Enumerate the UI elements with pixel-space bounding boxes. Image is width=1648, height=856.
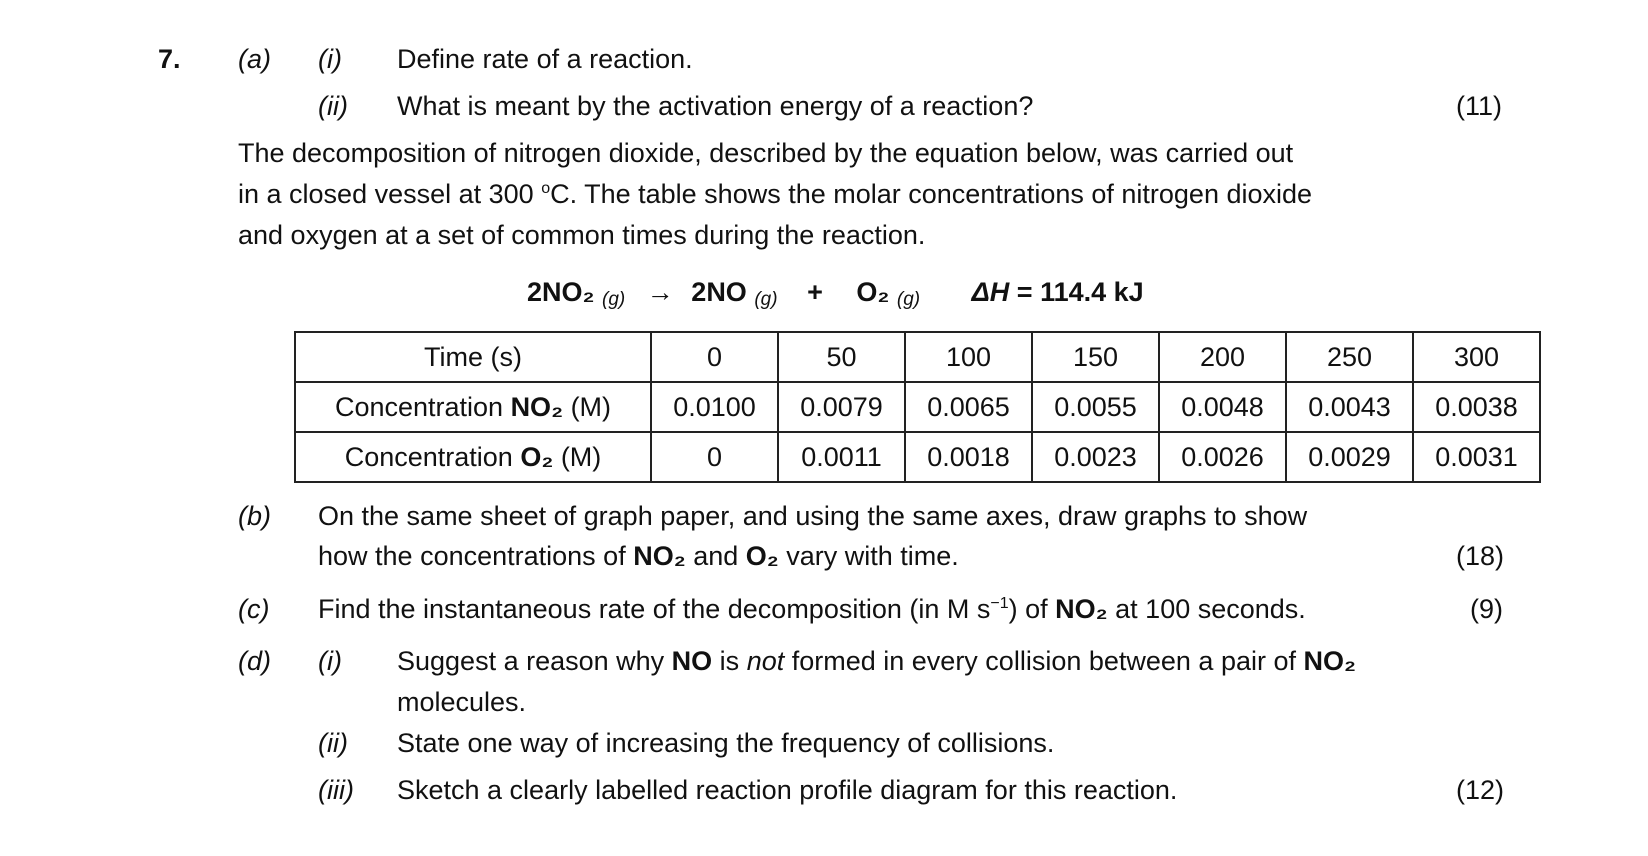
- table-row-no2: [295, 382, 1540, 432]
- intro-line-3: and oxygen at a set of common times during the reaction.: [238, 220, 926, 250]
- part-d-marks: (12): [1456, 775, 1505, 805]
- time-cell: 300: [1413, 332, 1540, 382]
- part-d-iii-text: Sketch a clearly labelled reaction profile diagram for this reaction.: [397, 775, 1178, 805]
- time-cell: 50: [778, 332, 905, 382]
- concentration-table: [294, 331, 1541, 483]
- equation: [527, 277, 1144, 310]
- equation-product-2: O₂: [856, 277, 890, 307]
- table-row-time: [295, 332, 1540, 382]
- part-c-label: (c): [238, 594, 270, 624]
- part-a-i-text: Define rate of a reaction.: [397, 44, 693, 74]
- time-cell: 250: [1286, 332, 1413, 382]
- part-d-ii-text: State one way of increasing the frequency of collisions.: [397, 728, 1055, 758]
- part-a-ii-text: What is meant by the activation energy of a reaction?: [397, 91, 1034, 121]
- intro-line-2: in a closed vessel at 300 $^o$C. The table shows the molar concentrations of nitrogen dioxide: [238, 179, 1313, 209]
- equation-product-1: 2NO: [691, 277, 747, 307]
- time-cell: 150: [1032, 332, 1159, 382]
- part-a-i-label: (i): [318, 44, 342, 74]
- part-d-label: (d): [238, 646, 271, 676]
- no2-cell: 0.0065: [905, 382, 1032, 432]
- part-d-iii-label: (iii): [318, 775, 354, 805]
- o2-cell: 0.0018: [905, 432, 1032, 482]
- part-b-marks: (18): [1456, 541, 1505, 571]
- part-c-text: Find the instantaneous rate of the decomposition (in M $s^{-1}$) of NO₂ at 100 seconds.: [318, 594, 1306, 624]
- table-row-o2: [295, 432, 1540, 482]
- part-a-label: (a): [238, 44, 271, 74]
- no2-cell: 0.0100: [651, 382, 778, 432]
- no2-cell: 0.0038: [1413, 382, 1540, 432]
- part-b-line-1: On the same sheet of graph paper, and using the same axes, draw graphs to show: [318, 501, 1308, 531]
- equation-reactant: 2NO₂: [527, 277, 595, 307]
- part-d-i-line-2: molecules.: [397, 687, 527, 717]
- time-cell: 100: [905, 332, 1032, 382]
- part-a-ii-label: (ii): [318, 91, 348, 121]
- part-d-i-label: (i): [318, 646, 342, 676]
- o2-cell: 0.0029: [1286, 432, 1413, 482]
- intro-line-1: The decomposition of nitrogen dioxide, described by the equation below, was carried out: [238, 138, 1294, 168]
- question-number: 7.: [158, 44, 181, 74]
- equation-arrow: →: [646, 277, 674, 307]
- degree-sign: o: [541, 180, 551, 197]
- o2-cell: 0.0011: [778, 432, 905, 482]
- o2-cell: 0: [651, 432, 778, 482]
- equation-plus: +: [807, 277, 823, 307]
- part-b-line-2: how the concentrations of NO₂ and O₂ vary with time.: [318, 541, 959, 571]
- equation-product-2-phase: (g): [896, 289, 921, 310]
- o2-cell: 0.0026: [1159, 432, 1286, 482]
- part-d-i-text: Suggest a reason why NO is not formed in every collision between a pair of NO₂: [397, 646, 1356, 676]
- delta-h: ΔH = 114.4 kJ: [971, 277, 1144, 307]
- no2-cell: 0.0055: [1032, 382, 1159, 432]
- equation-product-1-phase: (g): [754, 289, 778, 310]
- part-c-marks: (9): [1470, 594, 1503, 624]
- no2-cell: 0.0048: [1159, 382, 1286, 432]
- part-d-ii-label: (ii): [318, 728, 348, 758]
- part-b-label: (b): [238, 501, 271, 531]
- o2-row-header: Concentration O₂ (M): [295, 432, 651, 482]
- time-cell: 0: [651, 332, 778, 382]
- time-header: Time (s): [295, 332, 651, 382]
- equation-reactant-phase: (g): [602, 289, 626, 310]
- no2-cell: 0.0043: [1286, 382, 1413, 432]
- no2-cell: 0.0079: [778, 382, 905, 432]
- o2-cell: 0.0023: [1032, 432, 1159, 482]
- part-a-marks: (11): [1456, 91, 1503, 121]
- time-cell: 200: [1159, 332, 1286, 382]
- o2-cell: 0.0031: [1413, 432, 1540, 482]
- no2-row-header: Concentration NO₂ (M): [295, 382, 651, 432]
